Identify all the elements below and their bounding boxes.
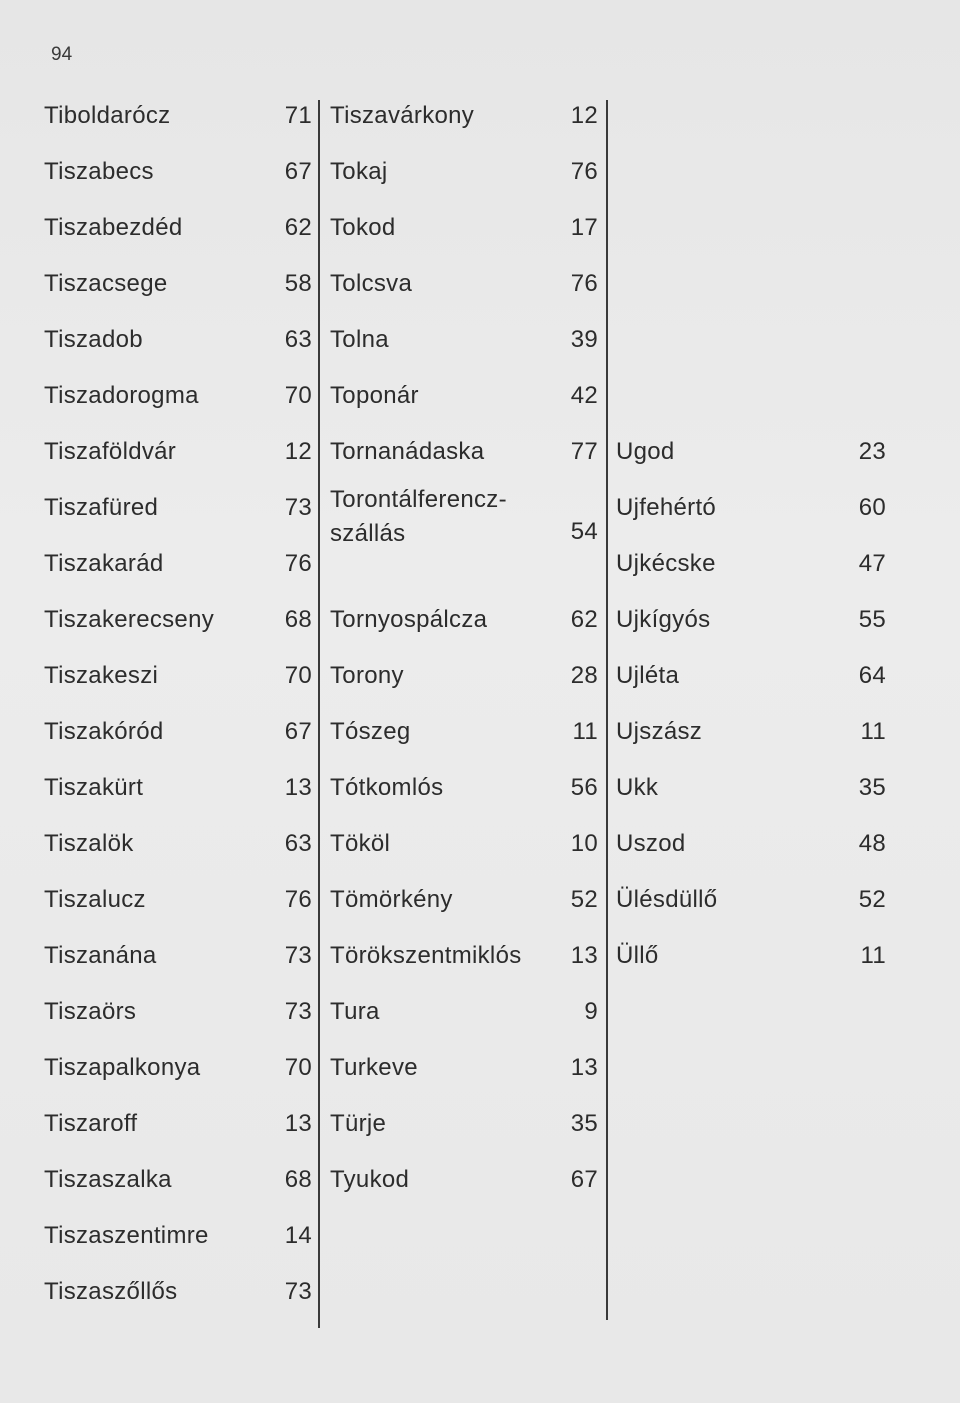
place-value: 13 (570, 942, 598, 969)
place-value: 70 (284, 1054, 312, 1081)
place-value: 17 (570, 214, 598, 241)
list-item (616, 592, 886, 648)
place-value: 42 (570, 382, 598, 409)
place-name-line-2: szállás (330, 520, 406, 547)
place-name: Tiszakarád (44, 550, 164, 577)
list-item (330, 872, 598, 928)
place-value: 52 (858, 886, 886, 913)
column-1 (44, 88, 312, 1320)
list-item (44, 144, 312, 200)
place-value: 73 (284, 1278, 312, 1305)
place-name: Tiszafüred (44, 494, 159, 521)
place-name: Tiszadorogma (44, 382, 199, 409)
place-value: 56 (570, 774, 598, 801)
place-name: Ujfehértó (616, 494, 717, 521)
place-name: Tyukod (330, 1166, 410, 1193)
place-name: Tokod (330, 214, 396, 241)
place-name: Tiszalök (44, 830, 134, 857)
place-value: 13 (570, 1054, 598, 1081)
place-name: Tiszakürt (44, 774, 144, 801)
list-item (44, 256, 312, 312)
list-item (330, 984, 598, 1040)
list-item (330, 256, 598, 312)
place-value: 68 (284, 606, 312, 633)
place-name: Ujkígyós (616, 606, 711, 633)
place-name: Tiszapalkonya (44, 1054, 201, 1081)
place-name: Tiszaföldvár (44, 438, 177, 465)
place-value: 11 (860, 718, 886, 745)
list-item (44, 1152, 312, 1208)
place-value: 58 (284, 270, 312, 297)
place-value: 35 (858, 774, 886, 801)
list-item (44, 760, 312, 816)
list-item (44, 312, 312, 368)
list-item (44, 648, 312, 704)
place-value: 68 (284, 1166, 312, 1193)
list-item (330, 1096, 598, 1152)
place-value: 60 (858, 494, 886, 521)
place-name: Tiszavárkony (330, 102, 475, 129)
list-item (44, 424, 312, 480)
place-name: Tiszakerecseny (44, 606, 215, 633)
list-item (330, 816, 598, 872)
place-value: 35 (570, 1110, 598, 1137)
place-value: 11 (860, 942, 886, 969)
place-name: Turkeve (330, 1054, 418, 1081)
list-item (330, 592, 598, 648)
list-item (330, 1040, 598, 1096)
place-value: 10 (570, 830, 598, 857)
list-item (616, 928, 886, 984)
place-name: Ugod (616, 438, 675, 465)
place-name: Ujléta (616, 662, 680, 689)
place-name: Üllő (616, 942, 659, 969)
place-name-line-1: Torontálferencz- (330, 486, 507, 513)
place-value: 13 (284, 774, 312, 801)
place-name: Toponár (330, 382, 419, 409)
list-item (616, 704, 886, 760)
list-item (330, 1152, 598, 1208)
column-3 (616, 424, 886, 984)
place-value: 76 (570, 270, 598, 297)
place-name: Törökszentmiklós (330, 942, 522, 969)
place-name: Ukk (616, 774, 659, 801)
list-item (330, 144, 598, 200)
place-value: 47 (858, 550, 886, 577)
list-item-merged (330, 480, 598, 592)
list-item (44, 368, 312, 424)
place-name: Ujszász (616, 718, 703, 745)
place-value: 54 (570, 518, 598, 545)
place-name: Torony (330, 662, 404, 689)
place-value: 23 (858, 438, 886, 465)
place-value: 70 (284, 382, 312, 409)
place-name: Ujkécske (616, 550, 716, 577)
place-value: 12 (284, 438, 312, 465)
list-item (330, 312, 598, 368)
place-name: Tiszanána (44, 942, 157, 969)
place-value: 73 (284, 998, 312, 1025)
list-item (44, 872, 312, 928)
list-item (44, 1208, 312, 1264)
place-value: 70 (284, 662, 312, 689)
list-item (330, 648, 598, 704)
place-value: 12 (570, 102, 598, 129)
place-name: Tiboldarócz (44, 102, 171, 129)
place-value: 62 (284, 214, 312, 241)
place-name: Tiszabezdéd (44, 214, 183, 241)
place-name: Tiszadob (44, 326, 143, 353)
place-value: 76 (284, 886, 312, 913)
list-item (330, 704, 598, 760)
list-item (330, 760, 598, 816)
place-value: 63 (284, 830, 312, 857)
list-item (44, 1264, 312, 1320)
place-name: Tornyospálcza (330, 606, 488, 633)
place-value: 9 (584, 998, 598, 1025)
place-value: 76 (570, 158, 598, 185)
place-name: Tiszakeszi (44, 662, 159, 689)
place-name: Tolcsva (330, 270, 413, 297)
place-name: Uszod (616, 830, 686, 857)
list-item (44, 704, 312, 760)
place-value: 13 (284, 1110, 312, 1137)
place-name: Türje (330, 1110, 387, 1137)
place-value: 39 (570, 326, 598, 353)
place-value: 63 (284, 326, 312, 353)
list-item (330, 368, 598, 424)
column-divider-2 (606, 100, 608, 1320)
list-item (616, 480, 886, 536)
place-value: 73 (284, 494, 312, 521)
place-value: 67 (284, 158, 312, 185)
place-name: Tótkomlós (330, 774, 444, 801)
place-value: 67 (284, 718, 312, 745)
list-item (616, 536, 886, 592)
page-number: 94 (51, 44, 73, 65)
place-name: Tiszaörs (44, 998, 137, 1025)
list-item (44, 88, 312, 144)
list-item (44, 200, 312, 256)
place-value: 76 (284, 550, 312, 577)
place-name: Ülésdüllő (616, 886, 718, 913)
list-item (616, 424, 886, 480)
list-item (330, 88, 598, 144)
place-value: 11 (572, 718, 598, 745)
place-name: Tiszakóród (44, 718, 164, 745)
list-item (330, 928, 598, 984)
column-divider-1 (318, 100, 320, 1328)
list-item (330, 200, 598, 256)
place-name: Tiszaszalka (44, 1166, 172, 1193)
list-item (44, 1096, 312, 1152)
list-item (616, 648, 886, 704)
list-item (616, 760, 886, 816)
column-2 (330, 88, 598, 1208)
place-name: Tiszacsege (44, 270, 168, 297)
place-value: 73 (284, 942, 312, 969)
place-value: 67 (570, 1166, 598, 1193)
place-name: Tiszaszőllős (44, 1278, 178, 1305)
list-item (44, 536, 312, 592)
list-item (44, 480, 312, 536)
place-value: 64 (858, 662, 886, 689)
place-name: Tököl (330, 830, 391, 857)
place-name: Tiszabecs (44, 158, 154, 185)
place-name: Tokaj (330, 158, 388, 185)
place-name: Tiszaroff (44, 1110, 138, 1137)
list-item (616, 872, 886, 928)
place-value: 62 (570, 606, 598, 633)
place-name: Tiszalucz (44, 886, 146, 913)
list-item (44, 1040, 312, 1096)
place-name: Tornanádaska (330, 438, 485, 465)
place-name: Tolna (330, 326, 389, 353)
list-item (330, 424, 598, 480)
place-value: 14 (284, 1222, 312, 1249)
place-value: 71 (284, 102, 312, 129)
place-value: 52 (570, 886, 598, 913)
list-item (616, 816, 886, 872)
place-name: Tiszaszentimre (44, 1222, 209, 1249)
place-value: 77 (570, 438, 598, 465)
list-item (44, 592, 312, 648)
list-item (44, 984, 312, 1040)
list-item (44, 816, 312, 872)
place-name: Tömörkény (330, 886, 453, 913)
list-item (44, 928, 312, 984)
place-name: Tura (330, 998, 380, 1025)
place-value: 48 (858, 830, 886, 857)
place-value: 28 (570, 662, 598, 689)
place-value: 55 (858, 606, 886, 633)
place-name: Tószeg (330, 718, 411, 745)
